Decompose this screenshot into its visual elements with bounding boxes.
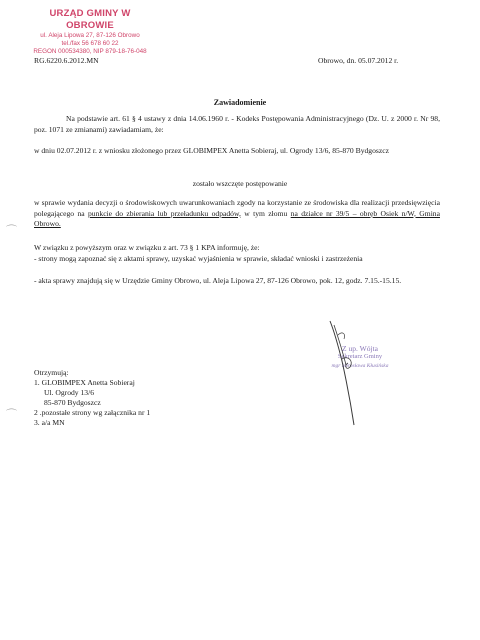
subject-text-mid: w tym złomu	[240, 208, 291, 218]
signature-line-3: mgr Mirosława Kłusińska	[331, 363, 389, 369]
paragraph-subject	[34, 198, 440, 230]
paragraph-proceedings-initiated: zostało wszczęte postępowanie	[192, 179, 288, 188]
stamp-office-name: URZĄD GMINY W OBROWIE	[49, 8, 131, 31]
signature-line-2: Sekretarz Gminy	[337, 353, 383, 360]
recipients-heading: Otrzymują:	[34, 368, 69, 377]
subject-underlined-1: punkcie do zbierania lub przeładunku odpadów,	[88, 208, 241, 218]
handwritten-signature	[320, 315, 380, 430]
paragraph-rights: - strony mogą zapoznać się z aktami sprawy, uzyskać wyjaśnienia w sprawie, składać wnioski i zastrzeżenia	[34, 254, 363, 263]
subject-text-start: w sprawie wydania decyzji o środowiskowych uwarunkowaniach zgody na korzystanie ze środowiska dla realizacji przedsięwzięcia polegającego na	[34, 198, 440, 218]
recipient-3: 3. a/a MN	[34, 418, 65, 427]
subject-underlined-2: na działce nr 39/5 – obręb Osiek n/W, Gmina Obrowo.	[34, 208, 440, 228]
paragraph-case-files: - akta sprawy znajdują się w Urzędzie Gminy Obrowo, ul. Aleja Lipowa 27, 87-126 Obrowo, pok. 12, godz. 7.15.-15.15.	[34, 276, 402, 285]
recipient-1-name: 1. GLOBIMPEX Anetta Sobieraj	[34, 378, 135, 387]
recipient-1-street: Ul. Ogrody 13/6	[44, 388, 94, 397]
office-stamp	[30, 8, 150, 56]
margin-mark: ⌒	[6, 225, 17, 237]
place-date: Obrowo, dn. 05.07.2012 r.	[318, 56, 399, 65]
stamp-ids: REGON 000534380, NIP 879-18-76-048	[33, 48, 147, 55]
recipient-2: 2 .pozostałe strony wg załącznika nr 1	[34, 408, 151, 417]
reference-number: RG.6220.6.2012.MN	[34, 56, 99, 65]
recipient-1-city: 85-870 Bydgoszcz	[44, 398, 101, 407]
document-title: Zawiadomienie	[213, 98, 267, 107]
signature-line-1: Z up. Wójta	[342, 344, 378, 353]
paragraph-application: w dniu 02.07.2012 r. z wniosku złożonego przez GLOBIMPEX Anetta Sobieraj, ul. Ogrody 13/6, 85-870 Bydgoszcz	[34, 146, 389, 155]
margin-mark-2: ⌒	[6, 409, 17, 421]
stamp-address: ul. Aleja Lipowa 27, 87-126 Obrowo	[40, 32, 140, 39]
stamp-phone: tel./fax 56 678 60 22	[61, 40, 119, 47]
paragraph-legal-basis: Na podstawie art. 61 § 4 ustawy z dnia 14.06.1960 r. - Kodeks Postępowania Administracyjnego (Dz. U. z 2000 r. Nr 98, poz. 1071 ze zmianami) zawiadamiam, że:	[34, 114, 440, 134]
paragraph-information: W związku z powyższym oraz w związku z art. 73 § 1 KPA informuję, że:	[34, 243, 260, 252]
